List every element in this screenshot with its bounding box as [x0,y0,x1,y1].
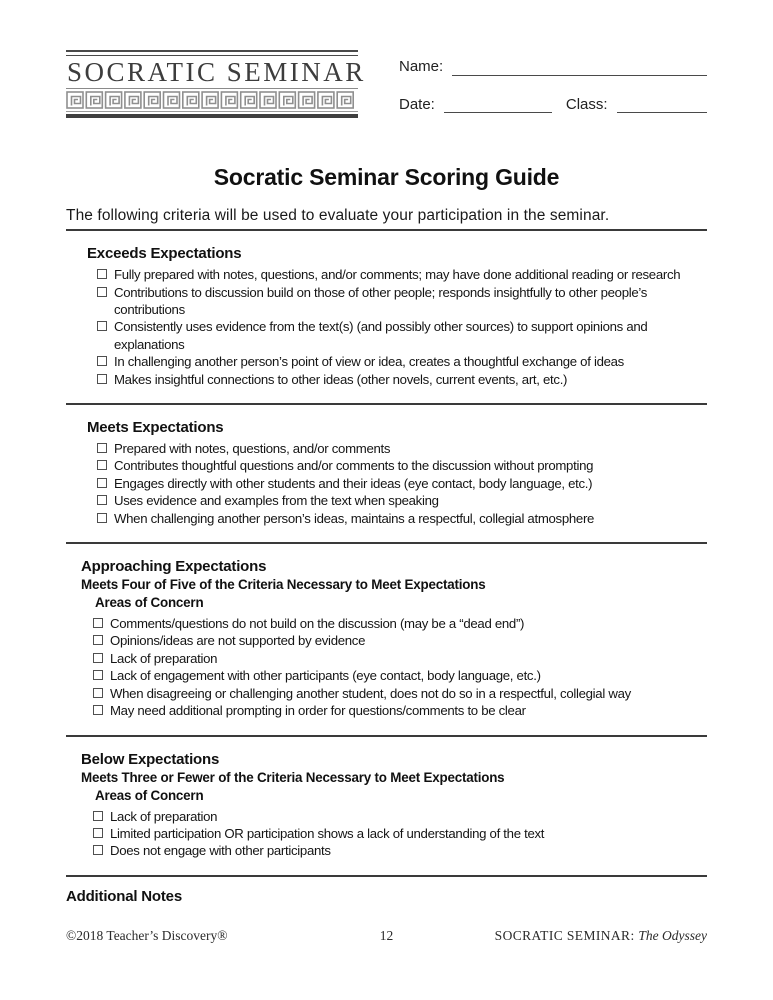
class-label: Class: [565,95,608,113]
criterion-item [97,371,699,388]
section-approaching-expectations [66,544,707,734]
criterion-item [93,842,695,859]
checkbox-icon[interactable] [93,811,103,821]
criterion-text: Consistently uses evidence from the text(s) (and possibly other sources) to support opinions and explanations [114,319,648,352]
section-below-expectations [66,737,707,875]
criterion-item [97,353,699,370]
criterion-text: Prepared with notes, questions, and/or comments [114,441,391,457]
checkbox-icon[interactable] [97,287,107,297]
page-title: Socratic Seminar Scoring Guide [213,164,560,190]
checkbox-icon[interactable] [97,374,107,384]
criterion-text: May need additional prompting in order for questions/comments to be clear [110,703,526,719]
criterion-item [97,318,699,353]
criterion-text: Lack of preparation [110,808,218,824]
section-subheading: Meets Three or Fewer of the Criteria Necessary to Meet Expectations [81,769,505,785]
socratic-seminar-logo [66,50,366,118]
criterion-item [93,650,695,667]
checkbox-icon[interactable] [93,705,103,715]
series-label: SOCRATIC SEMINAR: [494,928,639,943]
section-heading: Exceeds Expectations [87,245,242,263]
checkbox-icon[interactable] [93,670,103,680]
page-header [66,50,707,134]
divider-rule [66,875,707,877]
student-info-fields [399,50,707,134]
checkbox-icon[interactable] [93,828,103,838]
section-meets-expectations [66,405,707,542]
criterion-item [93,825,695,842]
section-heading: Approaching Expectations [81,558,267,576]
criterion-item [97,510,699,527]
checkbox-icon[interactable] [97,495,107,505]
series-title [407,928,708,944]
name-field-row [399,59,707,76]
section-exceeds-expectations [66,231,707,403]
date-input-line[interactable] [444,99,552,113]
criterion-text: Lack of engagement with other participants (eye contact, body language, etc.) [110,668,541,684]
criterion-item [93,808,695,825]
criterion-text: In challenging another person’s point of view or idea, creates a thoughtful exchange of ideas [114,354,624,370]
criterion-item [93,667,695,684]
checkbox-icon[interactable] [97,513,107,523]
name-label: Name: [399,58,444,75]
criterion-item [93,702,695,719]
criterion-item [97,457,699,474]
criterion-text: Engages directly with other students and their ideas (eye contact, body language, etc.) [114,475,593,491]
areas-of-concern-label: Areas of Concern [95,787,204,803]
criterion-text: Makes insightful connections to other ideas (other novels, current events, art, etc.) [114,371,568,387]
checkbox-icon[interactable] [97,460,107,470]
areas-of-concern-label: Areas of Concern [95,595,204,611]
name-input-line[interactable] [452,62,707,76]
checkbox-icon[interactable] [93,688,103,698]
criterion-text: Does not engage with other participants [110,843,331,859]
section-heading: Below Expectations [81,750,220,768]
series-book-title: The Odyssey [638,928,707,943]
logo-bottom-bar [66,114,358,118]
checkbox-icon[interactable] [93,845,103,855]
checkbox-icon[interactable] [97,321,107,331]
criterion-text: Fully prepared with notes, questions, and/or comments; may have done additional reading or research [114,267,681,283]
criterion-text: Comments/questions do not build on the discussion (may be a “dead end”) [110,616,525,632]
checkbox-icon[interactable] [97,478,107,488]
section-heading: Meets Expectations [87,419,224,437]
criterion-item [97,440,699,457]
criterion-text: When disagreeing or challenging another student, does not do so in a respectful, collegial way [110,685,631,701]
class-input-line[interactable] [617,99,707,113]
criterion-item [97,492,699,509]
criterion-item [93,685,695,702]
checkbox-icon[interactable] [93,635,103,645]
criterion-text: Limited participation OR participation shows a lack of understanding of the text [110,825,545,841]
checkbox-icon[interactable] [93,618,103,628]
criterion-text: When challenging another person’s ideas, maintains a respectful, collegial atmosphere [114,510,595,526]
criterion-text: Contributes thoughtful questions and/or comments to the discussion without prompting [114,458,594,474]
date-label: Date: [399,95,435,113]
criterion-item [97,266,699,283]
intro-text: The following criteria will be used to evaluate your participation in the seminar. [66,206,610,224]
page-footer [66,928,707,944]
logo-title: SOCRATIC SEMINAR [67,57,366,87]
checkbox-icon[interactable] [93,653,103,663]
criterion-item [97,284,699,319]
page-number: 12 [379,928,394,943]
date-class-field-row [399,97,707,114]
criterion-text: Opinions/ideas are not supported by evidence [110,633,366,649]
section-subheading: Meets Four of Five of the Criteria Necessary to Meet Expectations [81,577,486,593]
criterion-text: Uses evidence and examples from the text when speaking [114,493,439,509]
criterion-item [93,615,695,632]
criterion-item [97,475,699,492]
checkbox-icon[interactable] [97,443,107,453]
greek-key-pattern-icon [66,89,358,112]
copyright-text: ©2018 Teacher’s Discovery® [66,928,228,943]
additional-notes-heading: Additional Notes [66,887,182,905]
checkbox-icon[interactable] [97,356,107,366]
checkbox-icon[interactable] [97,269,107,279]
criterion-text: Lack of preparation [110,650,218,666]
criterion-text: Contributions to discussion build on those of other people; responds insightfully to other people’s contributions [114,284,648,317]
criterion-item [93,632,695,649]
